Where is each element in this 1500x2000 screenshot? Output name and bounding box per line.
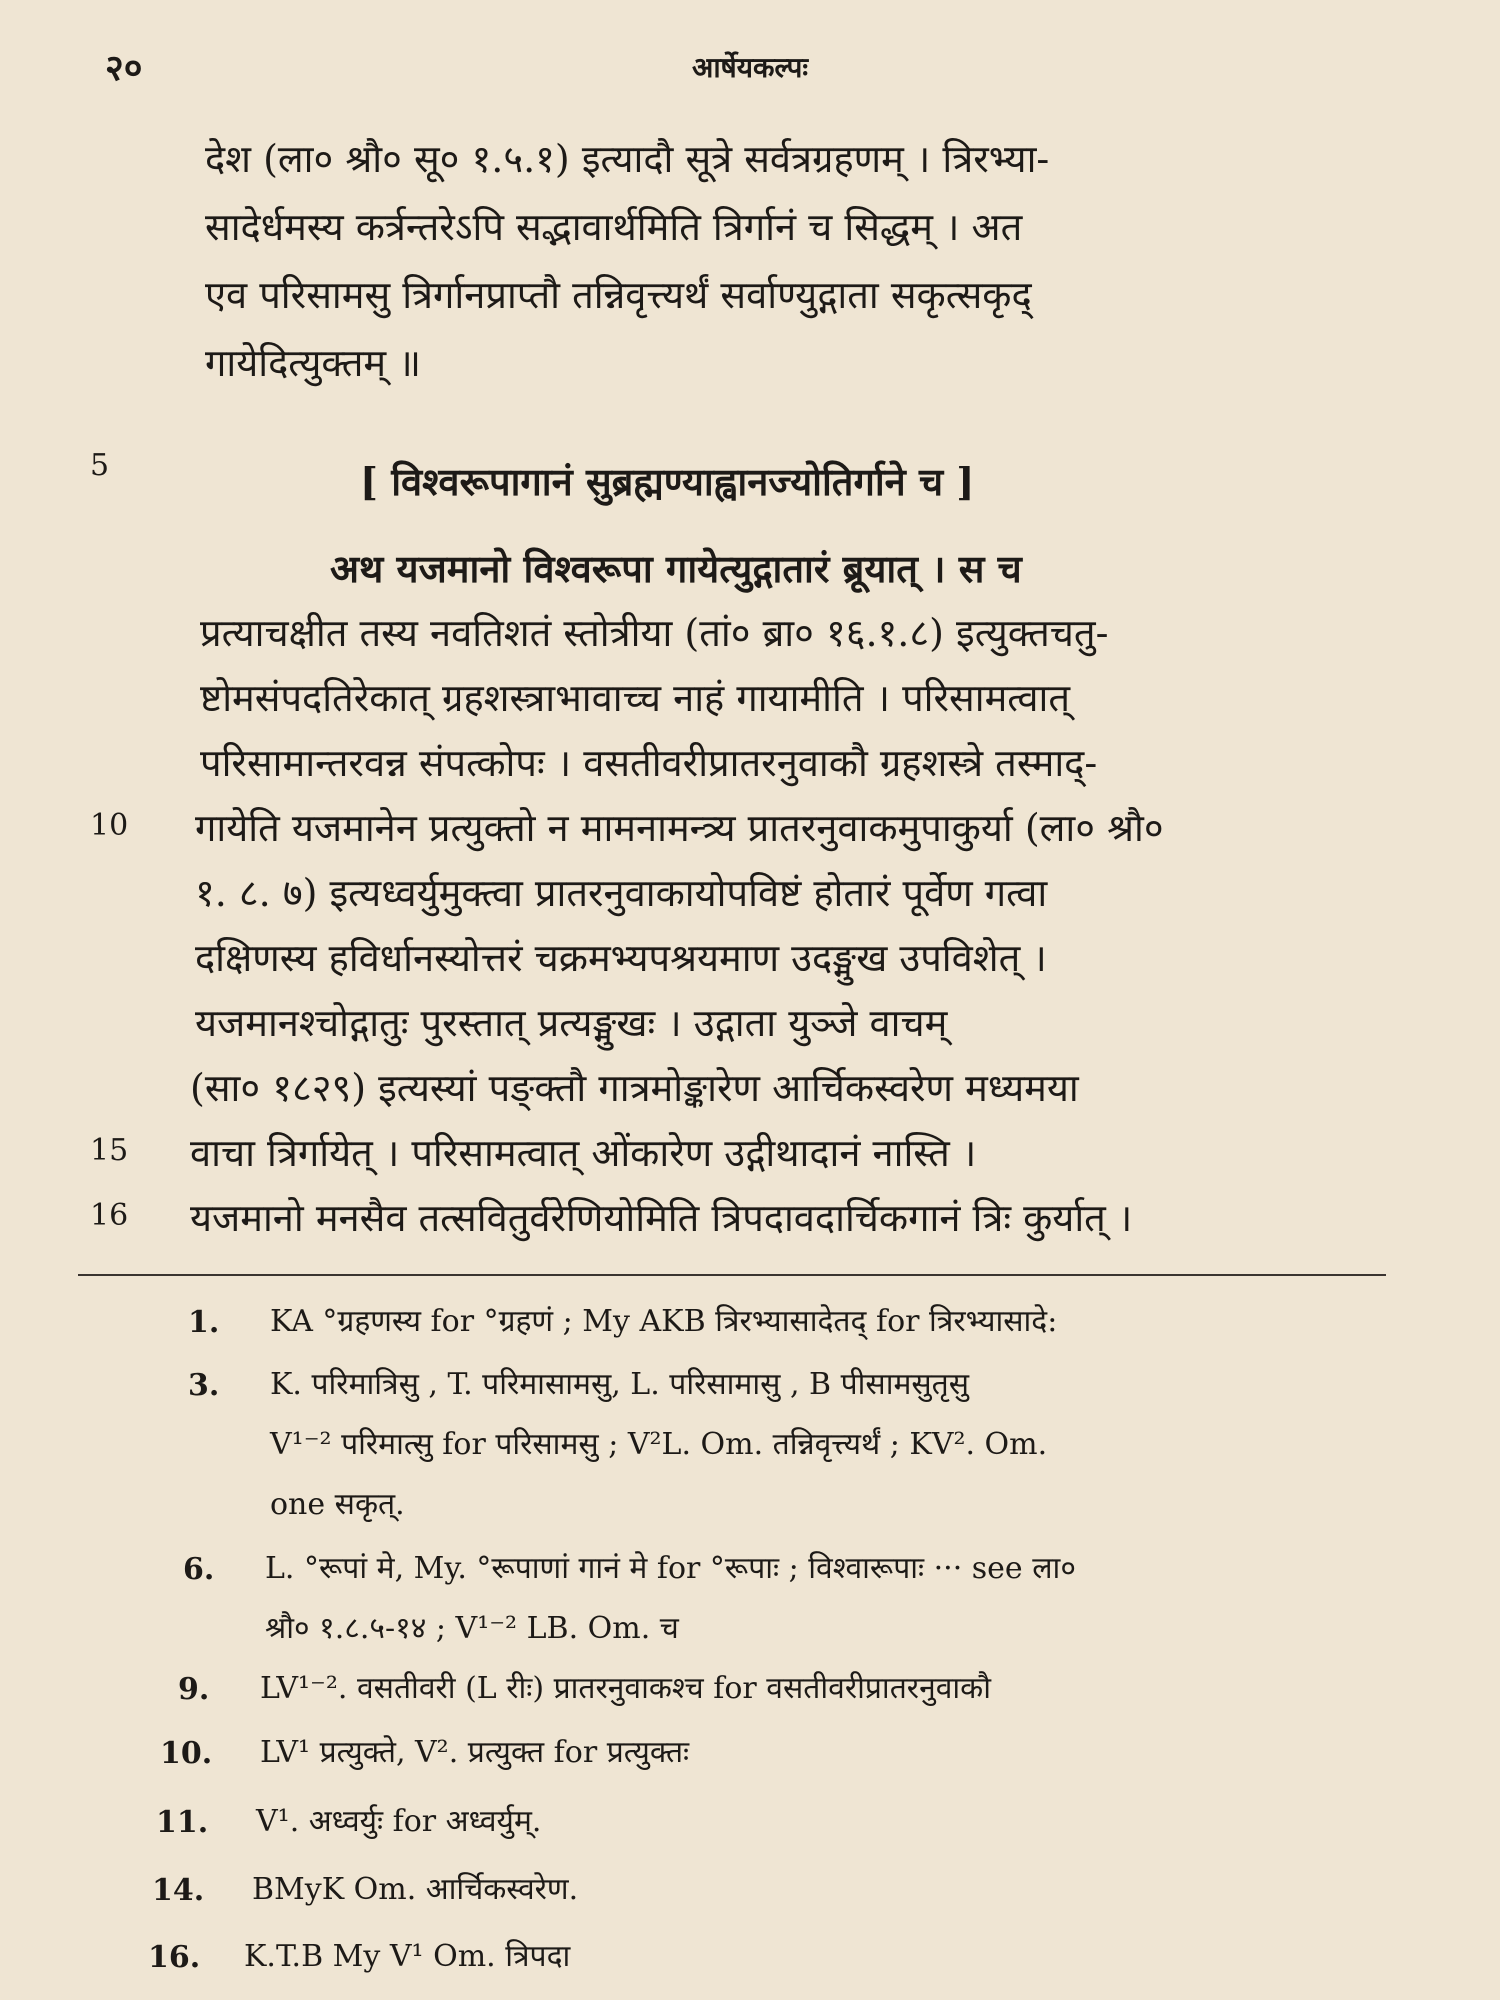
footnote-line: BMyK Om. आर्चिकस्वरेण.	[252, 1872, 579, 1907]
text-line: (सा० १८२९) इत्यस्यां पङ्क्तौ गात्रमोङ्कारेण आर्चिकस्वरेण मध्यमया	[190, 1066, 1079, 1110]
footnote-line: KA °ग्रहणस्य for °ग्रहणं ; My AKB त्रिरभ्यासादेतद् for त्रिरभ्यासादे:	[270, 1304, 1058, 1339]
line-number: 5	[90, 448, 110, 483]
page-number: २०	[105, 47, 143, 89]
text-line: देश (ला० श्रौ० सू० १.५.१) इत्यादौ सूत्रे सर्वत्रग्रहणम् । त्रिरभ्या-	[205, 137, 1050, 181]
text-line: वाचा त्रिर्गायेत् । परिसामत्वात् ओंकारेण उद्गीथादानं नास्ति ।	[190, 1131, 977, 1175]
line-number: 16	[90, 1198, 129, 1233]
footnote-line: K.T.B My V¹ Om. त्रिपदा	[244, 1939, 571, 1974]
section-heading: [ विश्वरूपागानं सुब्रह्मण्याह्वानज्योतिर्गाने च ]	[360, 459, 975, 504]
footnote-number: 16.	[148, 1940, 201, 1975]
text-line: यजमानश्चोद्गातुः पुरस्तात् प्रत्यङ्मुखः । उद्गाता युञ्जे वाचम्	[195, 1001, 948, 1045]
footnote-line: V¹. अध्वर्युः for अध्वर्युम्.	[256, 1804, 542, 1839]
text-line: प्रत्याचक्षीत तस्य नवतिशतं स्तोत्रीया (तां० ब्रा० १६.१.८) इत्युक्तचतु-	[200, 611, 1109, 655]
footnote-number: 3.	[188, 1368, 220, 1403]
footnote-number: 6.	[183, 1552, 215, 1587]
footnote-line: V¹⁻² परिमात्सु for परिसामसु ; V²L. Om. तन्निवृत्त्यर्थं ; KV². Om.	[270, 1427, 1048, 1462]
line-number: 10	[90, 808, 129, 843]
line-number: 15	[90, 1133, 129, 1168]
text-line: अथ यजमानो विश्वरूपा गायेत्युद्गातारं ब्रूयात् । स च	[330, 546, 1022, 591]
footnote-line: one सकृत्.	[270, 1487, 405, 1522]
text-line: परिसामान्तरवन्न संपत्कोपः । वसतीवरीप्रातरनुवाकौ ग्रहशस्त्रे तस्माद्-	[200, 741, 1098, 785]
footnote-number: 14.	[152, 1873, 205, 1908]
footnote-number: 1.	[188, 1305, 220, 1340]
footnote-number: 10.	[160, 1736, 213, 1771]
text-line: ष्टोमसंपदतिरेकात् ग्रहशस्त्राभावाच्च नाहं गायामीति । परिसामत्वात्	[200, 676, 1070, 720]
text-line: यजमानो मनसैव तत्सवितुर्वरेणियोमिति त्रिपदावदार्चिकगानं त्रिः कुर्यात् ।	[190, 1196, 1133, 1240]
text-line: सादेर्धमस्य कर्त्रन्तरेऽपि सद्भावार्थमिति त्रिर्गानं च सिद्धम् । अत	[205, 205, 1023, 249]
footnote-line: K. परिमात्रिसु , T. परिमासामसु, L. परिसामासु , B पीसामसुतृसु	[270, 1367, 970, 1402]
text-line: गायेदित्युक्तम् ॥	[205, 341, 421, 385]
footnote-rule	[78, 1274, 1386, 1276]
text-line: गायेति यजमानेन प्रत्युक्तो न मामनामन्त्र्य प्रातरनुवाकमुपाकुर्या (ला० श्रौ०	[195, 806, 1164, 850]
text-line: १. ८. ७) इत्यध्वर्युमुक्त्वा प्रातरनुवाकायोपविष्टं होतारं पूर्वेण गत्वा	[195, 871, 1048, 915]
running-title: आर्षेयकल्पः	[691, 51, 809, 84]
footnote-line: श्रौ० १.८.५-१४ ; V¹⁻² LB. Om. च	[265, 1611, 679, 1646]
text-line: दक्षिणस्य हविर्धानस्योत्तरं चक्रमभ्यपश्रयमाण उदङ्मुख उपविशेत् ।	[195, 936, 1047, 980]
footnote-number: 11.	[156, 1805, 209, 1840]
footnote-line: LV¹ प्रत्युक्ते, V². प्रत्युक्त for प्रत्युक्तः	[260, 1735, 690, 1770]
footnote-line: L. °रूपां मे, My. °रूपाणां गानं मे for °रूपाः ; विश्वारूपाः ··· see ला०	[265, 1551, 1076, 1586]
footnote-line: LV¹⁻². वसतीवरी (L रीः) प्रातरनुवाकश्च for वसतीवरीप्रातरनुवाकौ	[260, 1671, 991, 1706]
text-line: एव परिसामसु त्रिर्गानप्राप्तौ तन्निवृत्त्यर्थं सर्वाण्युद्गाता सकृत्सकृद्	[205, 273, 1032, 317]
footnote-number: 9.	[178, 1672, 210, 1707]
